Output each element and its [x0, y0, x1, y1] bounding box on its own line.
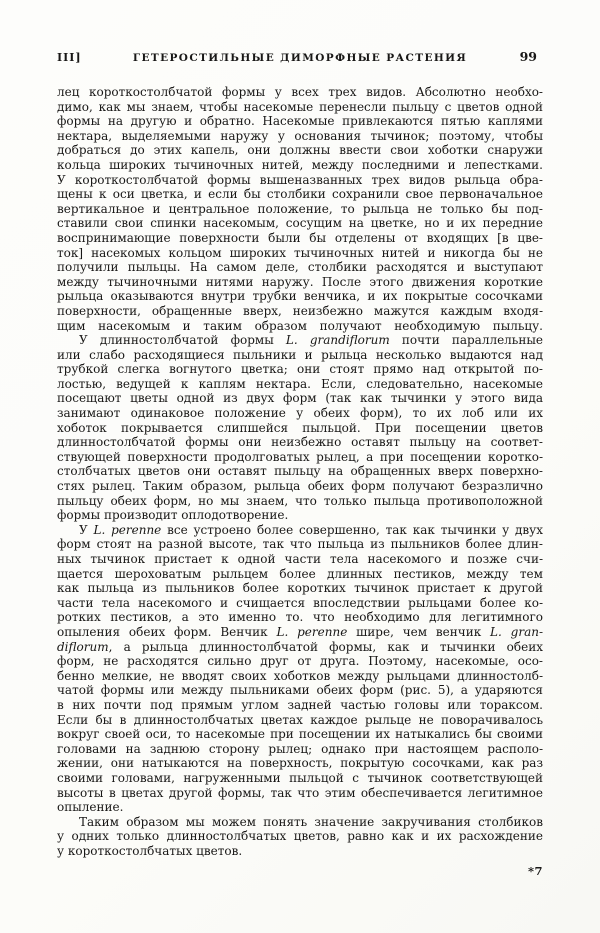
text-line: как пыльца из пыльников более коротких тычинок пристает к другой — [57, 581, 543, 596]
text-line: щены к оси цветка, и если бы столбики сохранили свое первоначальное — [57, 187, 543, 202]
text-line: ставили свои спинки насекомым, сосущим на цветке, но и их передние — [57, 216, 543, 231]
text-line: лец короткостолбчатой формы у всех трех видов. Абсолютно необхо- — [57, 85, 543, 99]
text-line: длинностолбчатой формы они неизбежно оставят пыльцу на соответ- — [57, 435, 543, 450]
text-line: в них почти под прямым углом задней частью головы или тораксом. — [57, 697, 543, 712]
text-line: своими головами, нагруженными пыльцой с тычинок соответствующей — [57, 770, 543, 785]
text-line: хоботок покрывается слипшейся пыльцой. При посещении цветов — [57, 420, 543, 435]
page-footer — [57, 864, 543, 878]
signature-mark: *7 — [527, 864, 543, 879]
text-line: поверхности, обращенные вверх, неизбежно мажутся каждым входя- — [57, 303, 543, 318]
text-line: формы производит оплодотворение. — [57, 508, 289, 523]
text-line: У L. perenne все устроено более совершенно, так как тычинки у двух — [79, 522, 543, 537]
text-line: опыления обеих форм. Венчик L. perenne шире, чем венчик L. gran- — [57, 624, 543, 639]
text-line: стях рылец. Таким образом, рыльца обеих форм получают безразлично — [57, 479, 543, 494]
chapter-mark: III] — [57, 51, 82, 64]
text-line: посещают цветы одной из двух форм (так как тычинки у этого вида — [57, 391, 543, 406]
text-line: или слабо расходящиеся пыльники и рыльца несколько выдаются над — [57, 347, 543, 362]
text-line: ток] насекомых кольцом широких тычиночных нитей и никогда бы не — [57, 245, 543, 260]
text-line: у одних только длинностолбчатых цветов, равно как и их расхождение — [57, 829, 543, 844]
text-line: димо, как мы знаем, чтобы насекомые перенесли пыльцу с цветов одной — [57, 99, 543, 114]
text-line: У длинностолбчатой формы L. grandiflorum почти параллельные — [79, 333, 543, 348]
text-line: Если бы в длинностолбчатых цветах каждое рыльце не поворачивалось — [57, 712, 543, 727]
text-line: опыление. — [57, 800, 124, 815]
text-line: У короткостолбчатой формы вышеназванных трех видов рыльца обра- — [57, 172, 543, 187]
page-header — [57, 49, 543, 64]
page-number: 99 — [519, 49, 537, 64]
page-body — [57, 85, 543, 858]
text-line: вертикальное и центральное положение, то рыльца не только бы под- — [57, 201, 543, 216]
running-title: ГЕТЕРОСТИЛЬНЫЕ ДИМОРФНЫЕ РАСТЕНИЯ — [132, 52, 468, 64]
text-line: жении, они натыкаются на поверхность, покрытую сосочками, как раз — [57, 756, 543, 771]
text-line: добраться до этих капель, они должны ввести свои хоботки снаружи — [57, 143, 543, 158]
text-line: у короткостолбчатых цветов. — [57, 843, 243, 858]
text-line: воспринимающие поверхности были бы отделены от входящих [в цве- — [57, 230, 543, 245]
text-line: головами на заднюю сторону рылец; однако при настоящем располо- — [57, 741, 543, 756]
text-line: части тела насекомого и счищается впоследствии рыльцами более ко- — [57, 595, 543, 610]
text-line: форм стоят на разной высоте, так что пыльца из пыльников более длин- — [57, 537, 543, 552]
text-line: ротких пестиков, а это именно то. что необходимо для легитимного — [57, 610, 543, 625]
text-line: лостью, ведущей к каплям нектара. Если, следовательно, насекомые — [57, 376, 543, 391]
text-line: рыльца оказываются внутри трубки венчика, и их покрытые сосочками — [57, 289, 543, 304]
text-line: ных тычинок пристает к одной части тела насекомого и позже счи- — [57, 552, 543, 566]
text-line: пыльцу обеих форм, но мы знаем, что только пыльца противоположной — [57, 493, 543, 508]
text-line: между тычиночными нитями наружу. После этого движения короткие — [57, 274, 543, 289]
text-line: diflorum, а рыльца длинностолбчатой формы, как и тычинки обеих — [57, 639, 543, 654]
text-line: форм, не расходятся сильно друг от друга. Поэтому, насекомые, осо- — [57, 654, 543, 669]
text-line: ствующей поверхности продолговатых рылец, а при посещении коротко- — [57, 449, 543, 464]
text-line: трубкой слегка вогнутого цветка; они стоят прямо над открытой по- — [57, 362, 543, 377]
text-line: бенно мелкие, не вводят своих хоботков между рыльцами длинностолб- — [57, 668, 543, 683]
text-line: высоты в цветах другой формы, так что этим обеспечивается легитимное — [57, 785, 543, 800]
text-line: занимают одинаковое положение у обеих форм), то их лоб или их — [57, 406, 543, 421]
text-line: Таким образом мы можем понять значение закручивания столбиков — [79, 814, 543, 829]
text-line: чатой формы или между пыльниками обеих форм (рис. 5), а ударяются — [57, 683, 543, 698]
text-line: получили пыльцы. На самом деле, столбики расходятся и выступают — [57, 260, 543, 275]
text-line: вокруг своей оси, то насекомые при посещении их натыкались бы своими — [57, 727, 543, 742]
text-line: щим насекомым и таким образом получают необходимую пыльцу. — [57, 318, 543, 333]
text-line: кольца широких тычиночных нитей, между последними и лепестками. — [57, 157, 543, 172]
text-line: нектара, выделяемыми наружу у основания тычинок; поэтому, чтобы — [57, 128, 543, 143]
text-line: столбчатых цветов они оставят пыльцу на обращенных вверх поверхно- — [57, 464, 543, 479]
text-line: щается шероховатым рыльцем более длинных пестиков, между тем — [57, 566, 543, 581]
text-line: формы на другую и обратно. Насекомые привлекаются пятью каплями — [57, 114, 543, 129]
